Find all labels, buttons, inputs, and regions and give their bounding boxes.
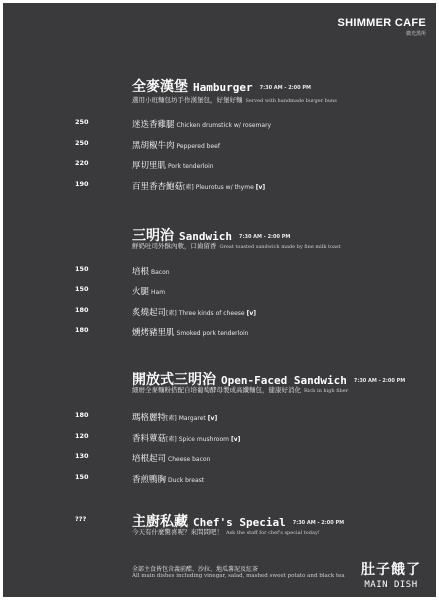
menu-item xyxy=(3,452,436,464)
item-name-zh: 迷迭香雞腿 xyxy=(132,120,175,130)
section-title-hamburger xyxy=(132,76,311,96)
item-price: 180 xyxy=(75,326,89,334)
section-time: 7:30 AM - 2:00 PM xyxy=(353,378,406,384)
item-name-en: Pleurotus w/ thyme xyxy=(195,184,254,191)
menu-item xyxy=(3,326,436,338)
brand-name: SHIMMER CAFE xyxy=(337,17,426,29)
brand-subtitle: 微光黑所 xyxy=(405,31,426,37)
badge-title-zh: 肚子餓了 xyxy=(361,562,421,578)
section-title-zh: 全麥漢堡 xyxy=(132,79,188,95)
brand-logo xyxy=(337,17,426,37)
item-name-zh: 黑胡椒牛肉 xyxy=(132,141,175,151)
vegan-mark: [v] xyxy=(246,310,256,317)
section-title-en: Open-Faced Sandwich xyxy=(221,374,347,387)
section-desc-zh: 鮮奶吐司外酥內軟，口齒留香 xyxy=(132,242,217,250)
item-name-en: Margaret xyxy=(178,415,206,422)
item-name-zh: 培根 xyxy=(132,267,150,277)
section-desc-open-faced xyxy=(132,385,348,394)
item-name-zh: 厚切里肌 xyxy=(132,161,167,171)
section-title-en: Hamburger xyxy=(193,81,253,94)
menu-item xyxy=(3,515,436,527)
item-name-en: Spice mushroom xyxy=(178,436,229,443)
section-time: 7:30 AM - 2:00 PM xyxy=(238,234,291,240)
section-title-en: Sandwich xyxy=(179,230,232,243)
section-title-zh: 三明治 xyxy=(132,228,174,244)
main-dish-badge xyxy=(361,559,421,590)
item-name-zh: 百里香杏鮑菇 xyxy=(132,182,184,192)
vegetarian-tag: [素] xyxy=(166,415,177,422)
item-price: 150 xyxy=(75,285,89,293)
menu-item xyxy=(3,180,436,192)
item-name-zh: 燻烤豬里肌 xyxy=(132,328,175,338)
item-price: 120 xyxy=(75,432,89,440)
footer-note-en: All main dishes including vinegar, salad, mashed sweet potato and black tea xyxy=(132,573,345,579)
item-price: 150 xyxy=(75,265,89,273)
menu-item xyxy=(3,118,436,130)
menu-item xyxy=(3,473,436,485)
section-desc-en: Ask the staff for chef's special today! xyxy=(226,530,320,536)
item-price: 220 xyxy=(75,159,89,167)
section-title-zh: 主廚私藏 xyxy=(132,514,188,530)
vegan-mark: [v] xyxy=(230,436,241,443)
item-name-zh: 瑪格麗特 xyxy=(132,413,167,423)
item-price: 150 xyxy=(75,473,89,481)
menu-item xyxy=(3,139,436,151)
item-name-zh: 培根起司 xyxy=(132,454,167,464)
footer-note-zh: 全部主食皆包含義前醋、沙拉、地瓜薯泥及紅茶 xyxy=(132,566,259,573)
menu-page xyxy=(3,3,436,597)
section-desc-hamburger xyxy=(132,95,337,104)
item-name-zh: 火腿 xyxy=(132,287,150,297)
item-name-en: Pork tenderloin xyxy=(168,163,214,170)
item-name-zh: 香料蕈菇 xyxy=(132,434,167,444)
section-desc-sandwich xyxy=(132,241,341,250)
item-name-en: Three kinds of cheese xyxy=(178,310,245,317)
item-name-en: Bacon xyxy=(151,269,170,276)
item-name-en: Duck breast xyxy=(168,477,205,484)
section-desc-chefs-special xyxy=(132,527,320,536)
item-price: 130 xyxy=(75,452,89,460)
menu-item xyxy=(3,411,436,423)
menu-item xyxy=(3,159,436,171)
menu-item xyxy=(3,265,436,277)
item-name-zh: 香煎鴨胸 xyxy=(132,475,167,485)
section-desc-en: Rich in high fiber xyxy=(304,388,349,394)
item-price: 250 xyxy=(75,118,89,126)
item-price: 180 xyxy=(75,306,89,314)
menu-item xyxy=(3,285,436,297)
section-desc-zh: 今天有什麼驚喜呢？來問問吧！ xyxy=(132,528,223,536)
section-title-en: Chef's Special xyxy=(193,516,286,529)
item-name-en: Smoked pork tenderloin xyxy=(176,330,249,337)
vegetarian-tag: [素] xyxy=(166,310,177,317)
section-title-zh: 開放式三明治 xyxy=(132,372,216,388)
item-name-en: Chicken drumstick w/ rosemary xyxy=(176,122,272,129)
vegetarian-tag: [素] xyxy=(183,184,194,191)
item-name-en: Peppered beef xyxy=(176,143,220,150)
item-name-en: Cheese bacon xyxy=(168,456,211,463)
item-price: 250 xyxy=(75,139,89,147)
menu-item xyxy=(3,432,436,444)
item-price: ??? xyxy=(75,515,87,523)
item-name-en: Ham xyxy=(151,289,166,296)
vegan-mark: [v] xyxy=(255,184,266,191)
badge-title-en: MAIN DISH xyxy=(364,580,418,590)
menu-item xyxy=(3,306,436,318)
item-price: 190 xyxy=(75,180,89,188)
vegetarian-tag: [素] xyxy=(166,436,177,443)
section-time: 7:30 AM - 2:00 PM xyxy=(259,85,312,91)
item-name-zh: 炙燒起司 xyxy=(132,308,167,318)
section-desc-zh: 選用小班麵包坊手作漢堡包，好堡好麵 xyxy=(132,96,243,104)
item-price: 180 xyxy=(75,411,89,419)
section-time: 7:30 AM - 2:00 PM xyxy=(292,520,345,526)
section-desc-en: Served with handmade burger buns xyxy=(245,98,337,104)
vegan-mark: [v] xyxy=(207,415,218,422)
section-desc-en: Great toasted sandwich made by fine milk toast xyxy=(219,244,341,250)
section-desc-zh: 細磨全麥麵粉搭配自培葡萄酵母製成高纖麵包，健康好消化 xyxy=(132,386,301,394)
